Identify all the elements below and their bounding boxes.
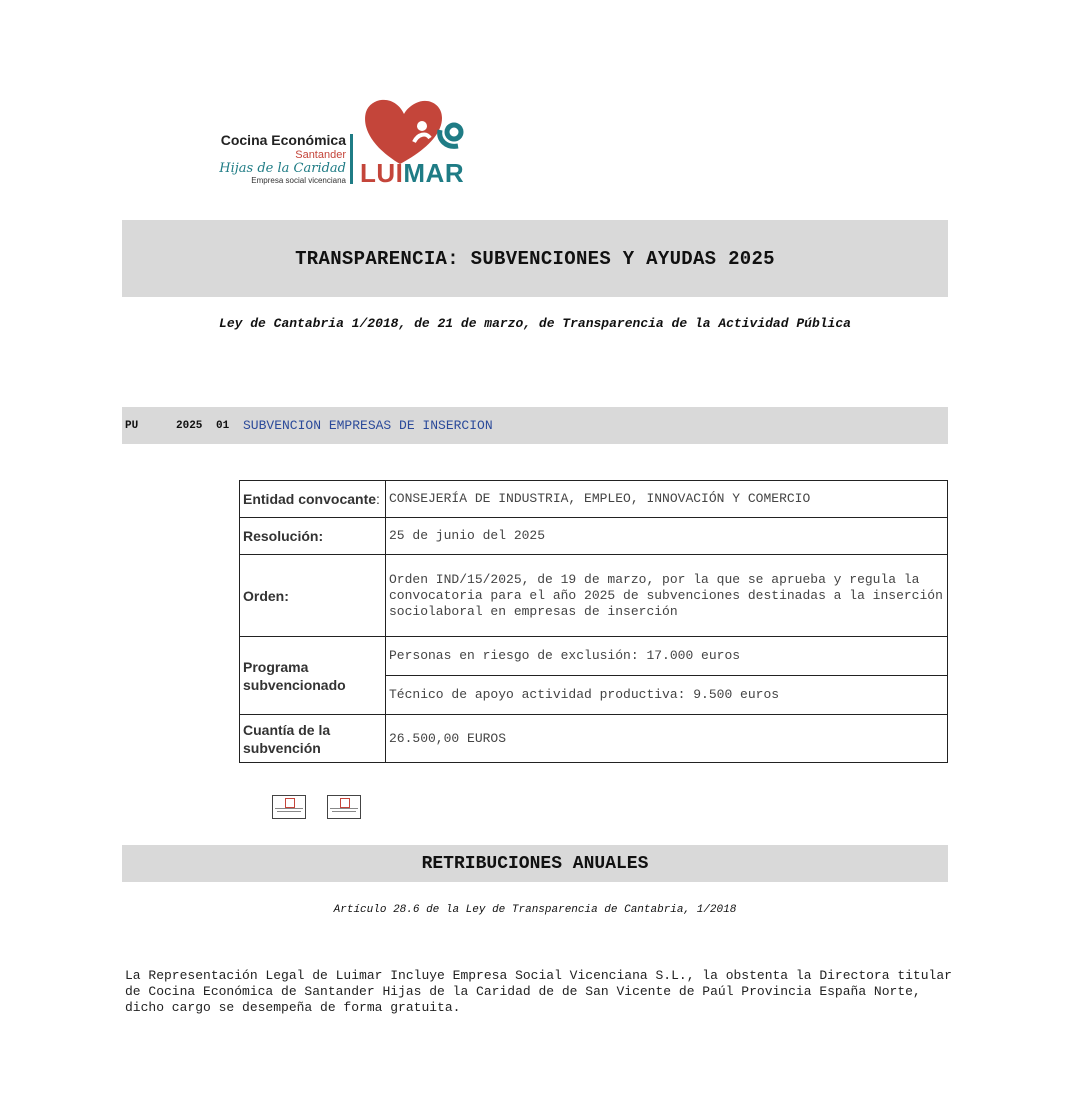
document-icon[interactable]	[272, 795, 306, 819]
entidad-label-cell	[240, 481, 386, 518]
cuantia-label: Cuantía de la subvención	[240, 715, 386, 763]
grant-row	[122, 407, 948, 444]
grant-details-table	[239, 480, 948, 763]
logo-brand-part1: LUI	[360, 158, 404, 188]
logo-brand-part2: MAR	[403, 158, 465, 188]
orden-label: Orden:	[240, 555, 386, 637]
page-title: TRANSPARENCIA: SUBVENCIONES Y AYUDAS 2025	[295, 247, 775, 270]
grant-year: 2025	[176, 419, 203, 432]
law-reference: Ley de Cantabria 1/2018, de 21 de marzo, de Transparencia de la Actividad Pública	[219, 316, 851, 331]
logo-divider	[350, 134, 353, 184]
logo-brand	[360, 158, 464, 189]
programa-label: Programa subvencionado	[240, 637, 386, 715]
table-row	[240, 715, 948, 763]
grant-number: 01	[216, 419, 230, 432]
entidad-colon: :	[376, 491, 380, 507]
table-row	[240, 518, 948, 555]
table-row	[240, 637, 948, 676]
retribuciones-banner	[122, 845, 948, 882]
logo-city: Santander	[295, 149, 346, 161]
retribuciones-article: Artículo 28.6 de la Ley de Transparencia de Cantabria, 1/2018	[333, 904, 737, 916]
retribuciones-text: La Representación Legal de Luimar Incluye Empresa Social Vicenciana S.L., la obstenta la Directora titular de Cocina Económica de Santander Hijas de la Caridad de de San Vicente de Paúl Provincia España Norte, dicho cargo se desempeña de forma gratuita.	[125, 968, 952, 1015]
document-mark-icon	[285, 798, 295, 808]
resolucion-label: Resolución:	[240, 518, 386, 555]
document-icon[interactable]	[327, 795, 361, 819]
programa-value-2: Técnico de apoyo actividad productiva: 9.500 euros	[386, 676, 948, 715]
logo-name: Cocina Económica	[220, 132, 346, 148]
grant-title: SUBVENCION EMPRESAS DE INSERCION	[243, 418, 493, 433]
logo-subtitle: Empresa social vicenciana	[251, 176, 346, 185]
orden-value: Orden IND/15/2025, de 19 de marzo, por la que se aprueba y regula la convocatoria para el año 2025 de subvenciones destinadas a la inserción sociolaboral en empresas de inserción	[386, 555, 948, 637]
resolucion-value: 25 de junio del 2025	[386, 518, 948, 555]
title-banner	[122, 220, 948, 297]
cuantia-value: 26.500,00 EUROS	[386, 715, 948, 763]
grant-code: PU	[125, 419, 139, 432]
logo-script: Hijas de la Caridad	[219, 161, 346, 176]
organization-logo	[200, 96, 480, 192]
entidad-value: CONSEJERÍA DE INDUSTRIA, EMPLEO, INNOVACIÓN Y COMERCIO	[386, 481, 948, 518]
document-mark-icon	[340, 798, 350, 808]
entidad-label: Entidad convocante	[243, 491, 377, 507]
retribuciones-title: RETRIBUCIONES ANUALES	[421, 853, 649, 874]
heart-icon	[360, 96, 472, 166]
table-row	[240, 555, 948, 637]
logo-text-block	[206, 132, 346, 185]
table-row	[240, 481, 948, 518]
programa-value-1: Personas en riesgo de exclusión: 17.000 euros	[386, 637, 948, 676]
